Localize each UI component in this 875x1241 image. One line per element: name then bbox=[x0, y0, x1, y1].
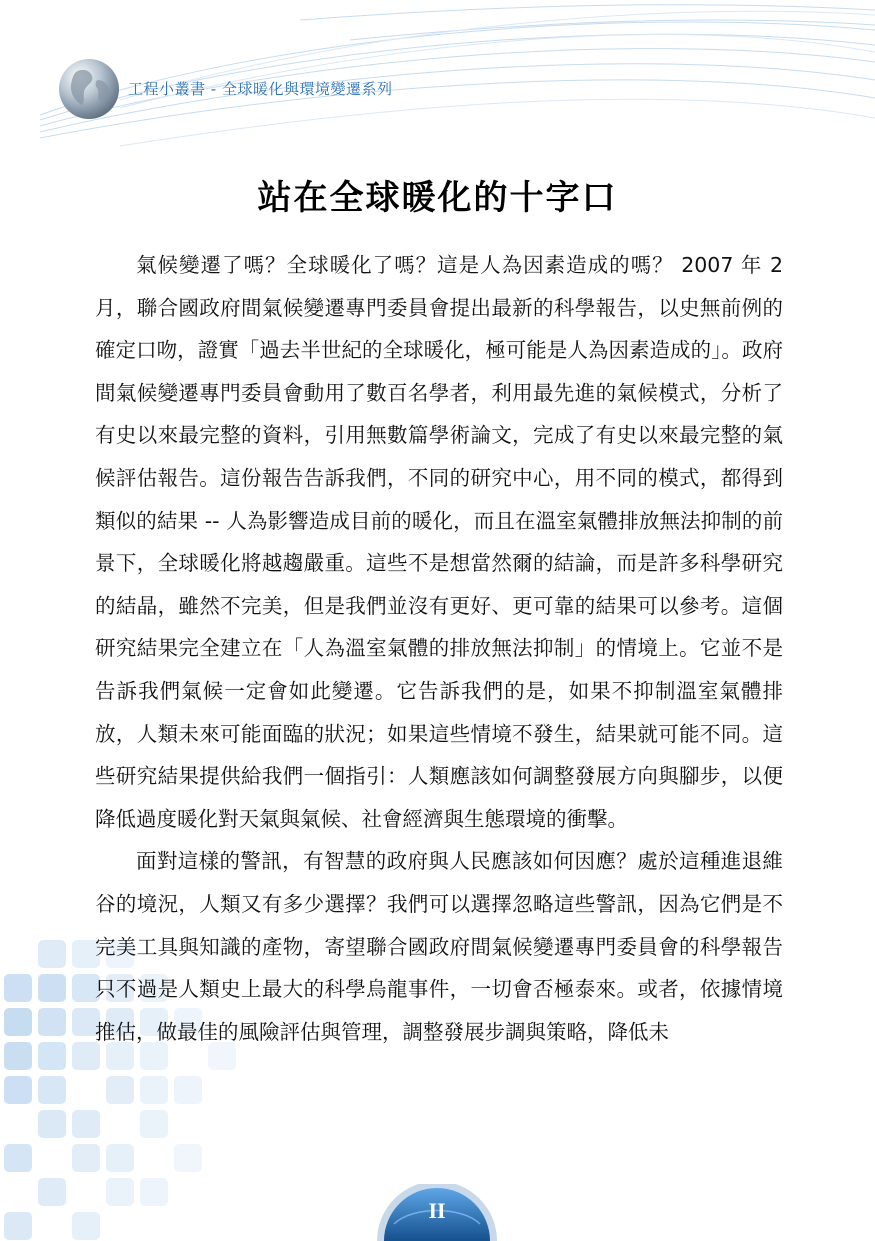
globe-icon bbox=[58, 58, 120, 120]
paragraph-1: 氣候變遷了嗎？全球暖化了嗎？這是人為因素造成的嗎？ 2007 年 2 月，聯合國政府間氣候變遷專門委員會提出最新的科學報告，以史無前例的確定口吻，證實「過去半世紀的全球暖化，極可能是人為因素造成的」。政府間氣候變遷專門委員會動用了數百名學者，利用最先進的氣候模式，分析了有史以來最完整的資料，引用無數篇學術論文，完成了有史以來最完整的氣候評估報告。這份報告告訴我們，不同的研究中心，用不同的模式，都得到類似的結果 -- 人為影響造成目前的暖化，而且在溫室氣體排放無法抑制的前景下，全球暖化將越趨嚴重。這些不是想當然爾的結論，而是許多科學研究的結晶，雖然不完美，但是我們並沒有更好、更可靠的結果可以參考。這個研究結果完全建立在「人為溫室氣體的排放無法抑制」的情境上。它並不是告訴我們氣候一定會如此變遷。它告訴我們的是，如果不抑制溫室氣體排放，人類未來可能面臨的狀況；如果這些情境不發生，結果就可能不同。這些研究結果提供給我們一個指引：人類應該如何調整發展方向與腳步，以便降低過度暖化對天氣與氣候、社會經濟與生態環境的衝擊。 bbox=[95, 253, 783, 831]
body-text bbox=[95, 244, 783, 1053]
paragraph-2: 面對這樣的警訊，有智慧的政府與人民應該如何因應？處於這種進退維谷的境況，人類又有多少選擇？我們可以選擇忽略這些警訊，因為它們是不完美工具與知識的產物，寄望聯合國政府間氣候變遷專門委員會的科學報告只不過是人類史上最大的科學烏龍事件，一切會否極泰來。或者，依據情境推估，做最佳的風險評估與管理，調整發展步調與策略，降低未 bbox=[95, 849, 783, 1044]
page-number: II bbox=[428, 1198, 446, 1223]
page-title: 站在全球暖化的十字口 bbox=[257, 178, 618, 218]
series-title: 工程小叢書 - 全球暖化與環境變遷系列 bbox=[128, 80, 393, 98]
